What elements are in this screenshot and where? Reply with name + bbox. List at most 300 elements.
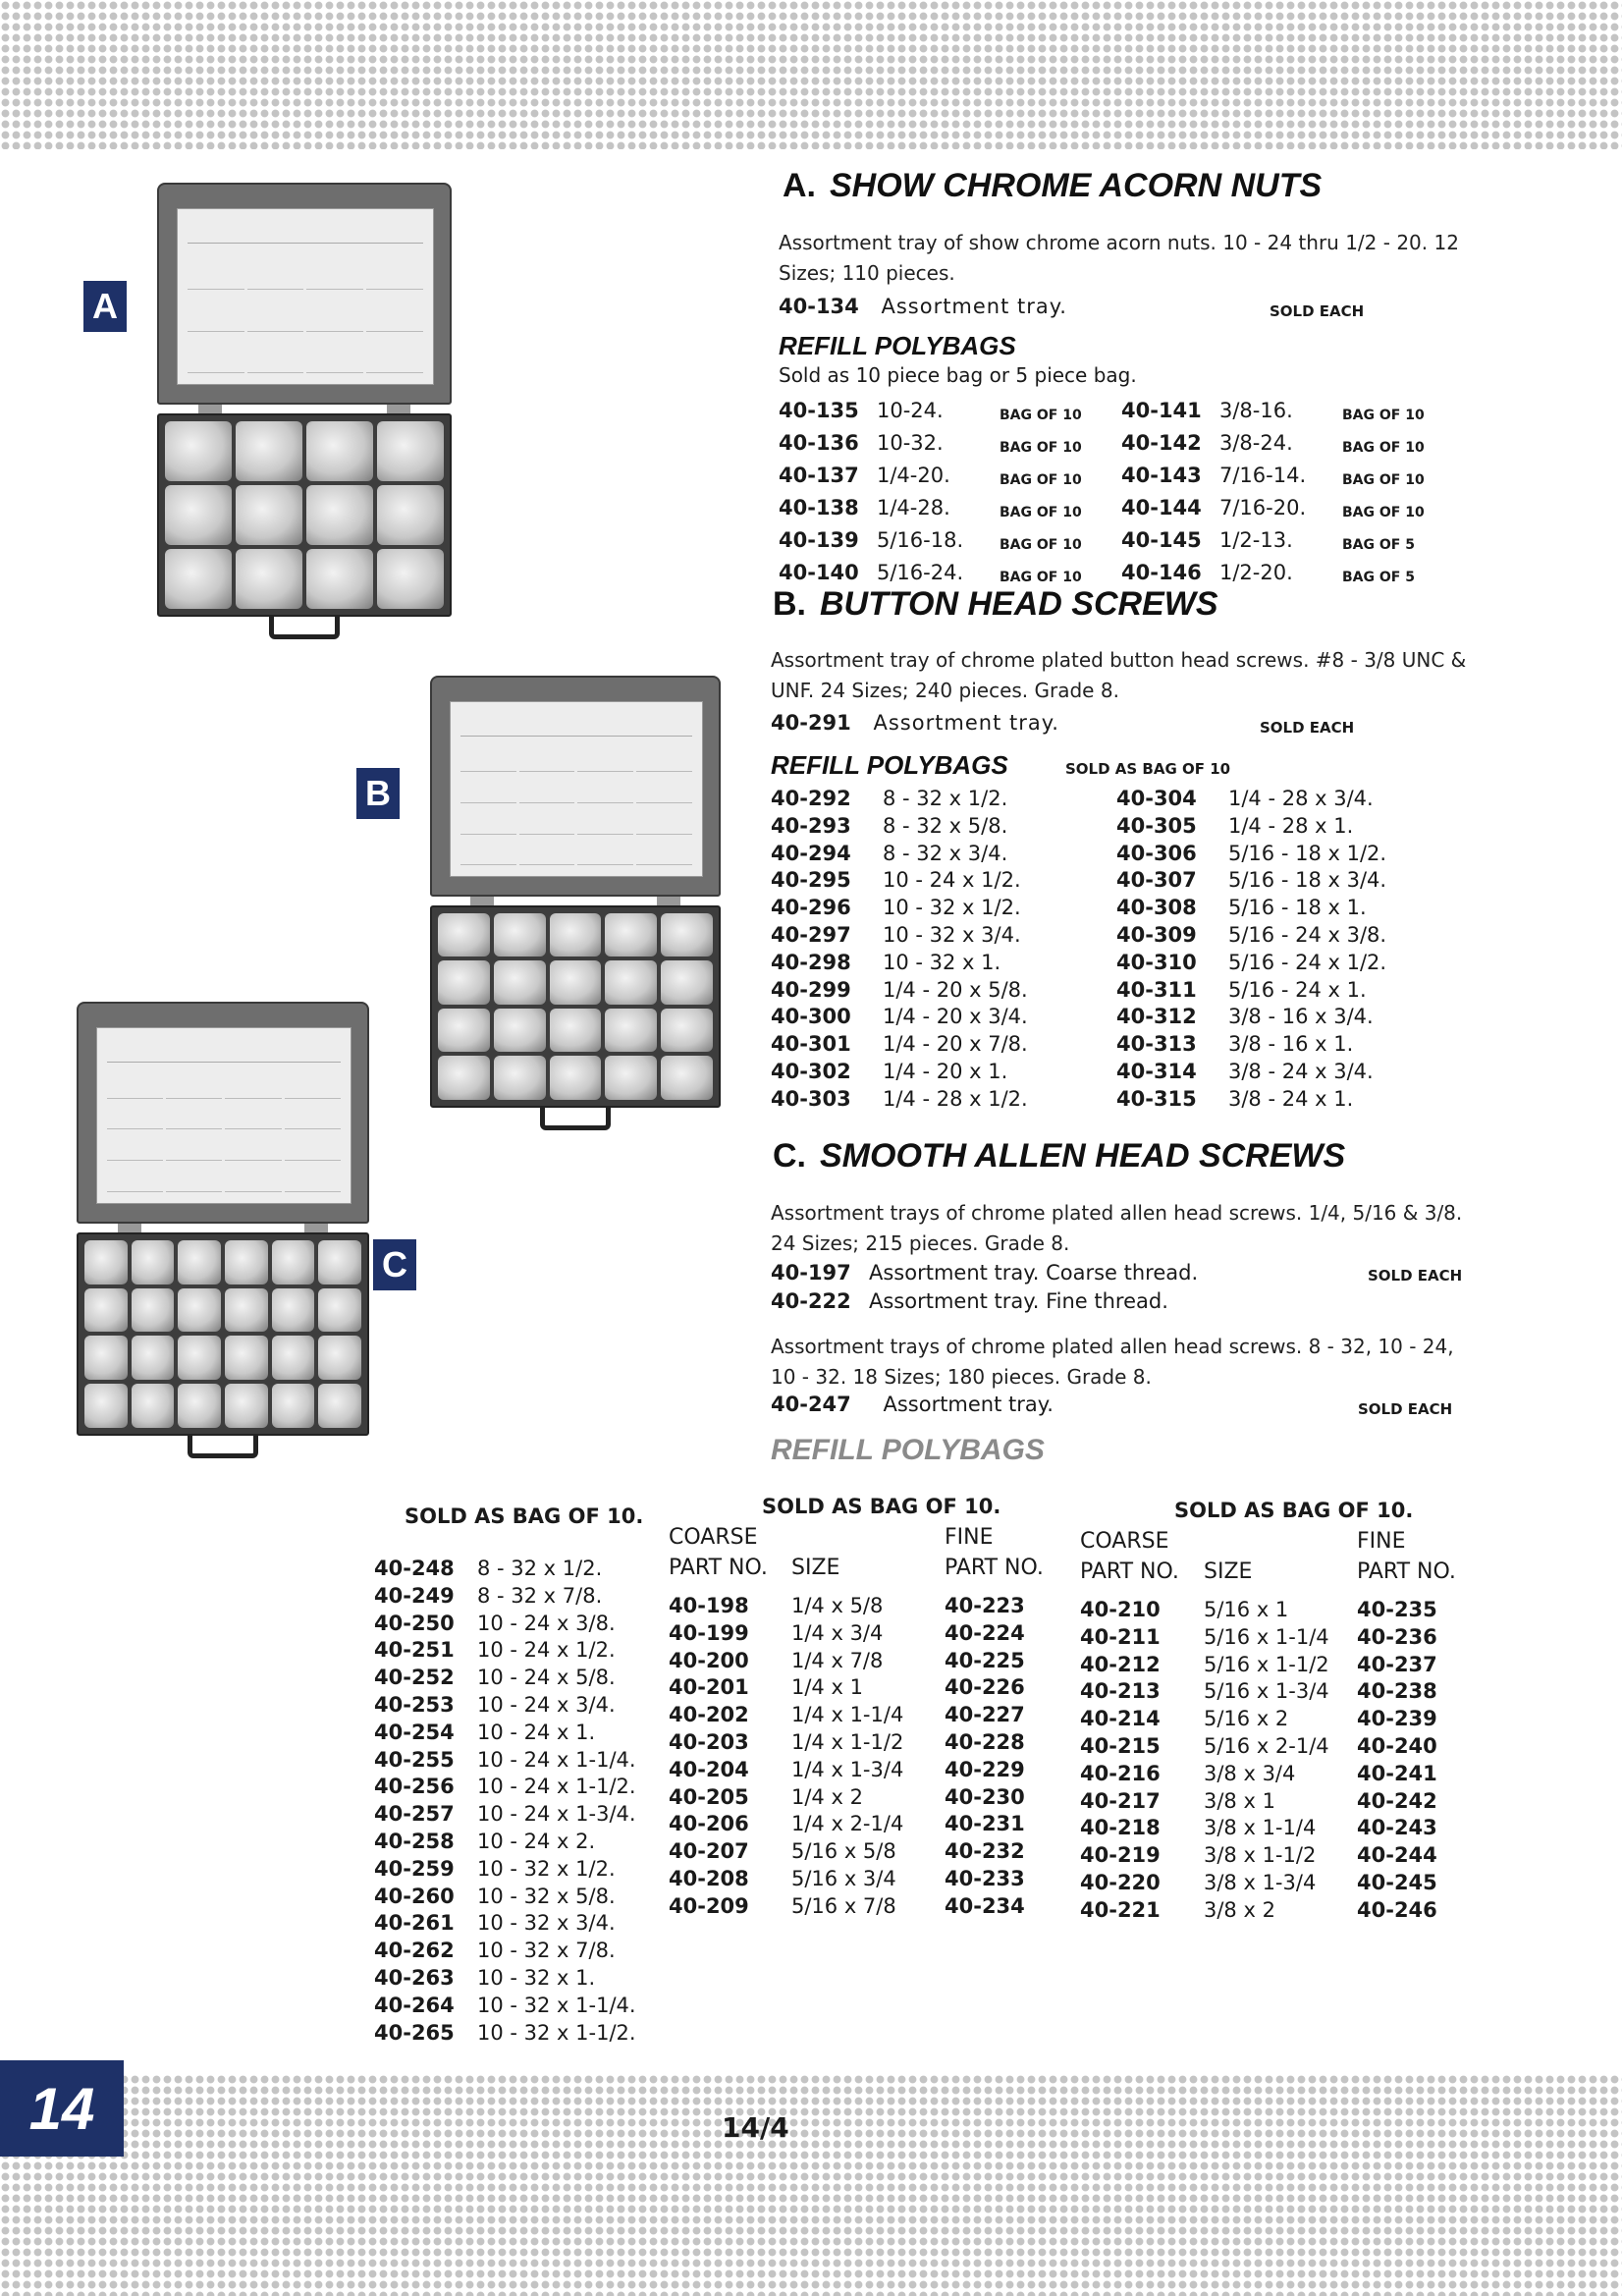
- fine-part-number: 40-237: [1357, 1652, 1437, 1676]
- section-b-refill-sold: SOLD AS BAG OF 10: [1065, 760, 1231, 778]
- part-number: 40-312: [1116, 1005, 1197, 1029]
- part-number: 40-300: [771, 1005, 851, 1029]
- size-cell: 1/4 - 28 x 3/4.: [1228, 787, 1374, 810]
- table-row: [771, 786, 1108, 813]
- part-number: 40-197: [771, 1261, 851, 1285]
- size-cell: 5/16 - 24 x 1.: [1228, 977, 1367, 1002]
- coarse-part-number: 40-210: [1080, 1598, 1161, 1621]
- part-number: 40-299: [771, 977, 851, 1002]
- part-number: 40-291: [771, 711, 851, 735]
- table-row: [669, 1757, 1033, 1784]
- part-number: 40-140: [779, 561, 859, 584]
- table-row: [374, 1884, 664, 1911]
- section-c-description-2: Assortment trays of chrome plated allen head screws. 8 - 32, 10 - 24, 10 - 32. 18 Sizes; 180 pieces. Grade 8.: [771, 1335, 1454, 1389]
- size-cell: 3/8 - 24 x 1.: [1228, 1086, 1354, 1111]
- fine-part-number: 40-236: [1357, 1624, 1437, 1649]
- bag-quantity: BAG OF 10: [1000, 408, 1082, 423]
- section-a-description: Assortment tray of show chrome acorn nuts. 10 - 24 thru 1/2 - 20. 12 Sizes; 110 pieces.: [779, 231, 1459, 285]
- bag-quantity: BAG OF 10: [1000, 440, 1082, 456]
- top-dot-band: [0, 0, 1622, 149]
- coarse-part-number: 40-200: [669, 1648, 749, 1672]
- size-cell: 1/4 - 28 x 1.: [1228, 813, 1354, 838]
- part-number: 40-250: [374, 1611, 455, 1635]
- bag-quantity: BAG OF 10: [1342, 408, 1425, 423]
- part-number: 40-247: [771, 1393, 851, 1416]
- case-tray: [77, 1232, 369, 1436]
- size-cell: 1/4 x 1-1/2: [791, 1729, 904, 1754]
- coarse-part-number: 40-207: [669, 1839, 749, 1864]
- part-number: 40-251: [374, 1638, 455, 1663]
- size-cell: 1/4 x 7/8: [791, 1648, 884, 1672]
- table-row: [1121, 462, 1450, 494]
- table-row: [771, 895, 1108, 922]
- part-number: 40-293: [771, 813, 851, 838]
- coarse-part-number: 40-204: [669, 1757, 749, 1781]
- section-c-trays-1: [771, 1259, 1281, 1316]
- size-cell: 10 - 24 x 1/2.: [477, 1638, 616, 1663]
- size-cell: 5/16 x 2: [1204, 1707, 1289, 1731]
- table-row: [669, 1838, 1033, 1866]
- section-a-refills-left: [779, 397, 1108, 591]
- section-a-refills-right: [1121, 397, 1450, 591]
- size-cell: 8 - 32 x 1/2.: [477, 1557, 603, 1580]
- column-header-line: COARSE: [669, 1525, 758, 1550]
- table-row: [1080, 1706, 1445, 1733]
- table-row: [669, 1674, 1033, 1702]
- section-letter: A.: [783, 167, 816, 204]
- table-row: [374, 1637, 664, 1665]
- part-number: 40-305: [1116, 813, 1197, 838]
- part-number: 40-139: [779, 528, 859, 552]
- size-cell: 10 - 32 x 1/2.: [883, 896, 1021, 920]
- size-cell: 10 - 24 x 5/8.: [477, 1666, 616, 1690]
- part-number: 40-314: [1116, 1059, 1197, 1083]
- size-cell: 3/8 x 2: [1204, 1897, 1275, 1922]
- table-right-size-header: SIZE: [1204, 1559, 1253, 1584]
- size-cell: 5/16 - 18 x 1/2.: [1228, 841, 1387, 865]
- part-number: 40-134: [779, 295, 859, 318]
- table-row: [771, 1031, 1108, 1059]
- table-mid-fine-header: [945, 1522, 1044, 1583]
- bag-quantity: BAG OF 5: [1342, 537, 1415, 553]
- size-cell: 10 - 24 x 1-3/4.: [477, 1802, 636, 1827]
- size-cell: 10 - 32 x 3/4.: [477, 1911, 616, 1936]
- table-row: [771, 1287, 1281, 1316]
- table-row: [1080, 1815, 1445, 1842]
- part-number: 40-136: [779, 431, 859, 455]
- part-number: 40-301: [771, 1032, 851, 1057]
- part-number: 40-294: [771, 841, 851, 865]
- item-description: Assortment tray.: [873, 711, 1059, 735]
- table-row: [374, 1774, 664, 1801]
- case-label-card: [96, 1027, 352, 1203]
- fine-part-number: 40-239: [1357, 1707, 1437, 1731]
- coarse-part-number: 40-211: [1080, 1624, 1161, 1649]
- coarse-part-number: 40-214: [1080, 1707, 1161, 1731]
- section-a-sold-each: SOLD EACH: [1270, 302, 1365, 320]
- size-cell: 3/8 - 24 x 3/4.: [1228, 1059, 1374, 1083]
- table-row: [1080, 1870, 1445, 1897]
- badge-b: B: [356, 768, 400, 819]
- fine-part-number: 40-246: [1357, 1897, 1437, 1922]
- section-b-refills-left: [771, 786, 1108, 1114]
- case-handle: [269, 617, 340, 640]
- table-row: [1116, 977, 1454, 1005]
- table-row: [374, 1856, 664, 1884]
- size-cell: 5/16 x 7/8: [791, 1893, 896, 1918]
- table-row: [779, 429, 1108, 462]
- coarse-part-number: 40-212: [1080, 1652, 1161, 1676]
- size-cell: 1/4 x 5/8: [791, 1594, 884, 1617]
- table-row: [669, 1811, 1033, 1838]
- part-number: 40-138: [779, 496, 859, 519]
- item-description: Assortment tray.: [881, 295, 1067, 318]
- part-number: 40-304: [1116, 787, 1197, 810]
- size-cell: 10 - 32 x 3/4.: [883, 922, 1021, 947]
- size-cell: 5/16-18.: [877, 528, 964, 552]
- coarse-part-number: 40-209: [669, 1893, 749, 1918]
- size-cell: 3/8 - 16 x 3/4.: [1228, 1005, 1374, 1029]
- case-label-card: [450, 701, 704, 877]
- part-number: 40-308: [1116, 896, 1197, 920]
- case-lid: [430, 676, 721, 897]
- case-tray: [430, 905, 721, 1108]
- column-header-line: PART NO.: [669, 1556, 768, 1580]
- column-header-line: FINE: [1357, 1529, 1406, 1554]
- table-row: [1121, 397, 1450, 429]
- table-row: [669, 1729, 1033, 1757]
- size-cell: 1/4 - 20 x 5/8.: [883, 977, 1028, 1002]
- part-number: 40-135: [779, 399, 859, 422]
- table-row: [771, 977, 1108, 1005]
- part-number: 40-262: [374, 1939, 455, 1963]
- table-row: [1080, 1678, 1445, 1706]
- table-row: [374, 1665, 664, 1692]
- column-header-line: PART NO.: [945, 1556, 1044, 1580]
- coarse-part-number: 40-215: [1080, 1733, 1161, 1758]
- case-lid: [77, 1002, 369, 1224]
- column-header-line: COARSE: [1080, 1529, 1169, 1554]
- size-cell: 1/4 x 1-1/4: [791, 1703, 904, 1727]
- table-row: [1080, 1842, 1445, 1870]
- size-cell: 10 - 32 x 7/8.: [477, 1939, 616, 1963]
- table-row: [771, 1086, 1108, 1114]
- size-cell: 3/8-24.: [1219, 431, 1293, 455]
- size-cell: 10 - 32 x 1-1/2.: [477, 2020, 636, 2045]
- size-cell: 5/16 - 18 x 1.: [1228, 896, 1367, 920]
- fine-part-number: 40-231: [945, 1812, 1025, 1836]
- fine-part-number: 40-233: [945, 1866, 1025, 1890]
- size-cell: 5/16 - 24 x 1/2.: [1228, 950, 1387, 974]
- page-folio: 14/4: [722, 2111, 789, 2144]
- fine-part-number: 40-245: [1357, 1870, 1437, 1894]
- table-row: [1116, 786, 1454, 813]
- section-title-text: BUTTON HEAD SCREWS: [820, 585, 1218, 623]
- table-row: [1116, 1004, 1454, 1031]
- size-cell: 10 - 24 x 3/4.: [477, 1692, 616, 1717]
- part-number: 40-307: [1116, 868, 1197, 893]
- size-cell: 3/8-16.: [1219, 399, 1293, 422]
- size-cell: 1/4 - 20 x 3/4.: [883, 1005, 1028, 1029]
- table-row: [374, 1611, 664, 1638]
- column-header-line: PART NO.: [1357, 1559, 1456, 1584]
- table-row: [669, 1866, 1033, 1893]
- case-handle: [188, 1436, 258, 1459]
- size-cell: 10 - 32 x 1.: [477, 1965, 596, 1990]
- fine-part-number: 40-225: [945, 1648, 1025, 1672]
- part-number: 40-263: [374, 1965, 455, 1990]
- part-number: 40-315: [1116, 1086, 1197, 1111]
- size-cell: 1/4 - 28 x 1/2.: [883, 1086, 1028, 1111]
- size-cell: 3/8 - 16 x 1.: [1228, 1032, 1354, 1057]
- part-number: 40-257: [374, 1802, 455, 1827]
- size-cell: 7/16-20.: [1219, 496, 1307, 519]
- part-number: 40-313: [1116, 1032, 1197, 1057]
- section-c-refill-heading: REFILL POLYBAGS: [771, 1434, 1045, 1466]
- case-lid: [157, 183, 452, 405]
- item-description: Assortment tray.: [883, 1393, 1054, 1416]
- table-row: [669, 1702, 1033, 1729]
- table-right: [1080, 1597, 1445, 1925]
- part-number: 40-145: [1121, 528, 1202, 552]
- bag-quantity: BAG OF 10: [1000, 505, 1082, 520]
- section-b-sold-each: SOLD EACH: [1260, 719, 1355, 737]
- size-cell: 1/4 x 1-3/4: [791, 1757, 904, 1781]
- size-cell: 1/4 x 2-1/4: [791, 1812, 904, 1836]
- fine-part-number: 40-227: [945, 1703, 1025, 1727]
- table-row: [1116, 867, 1454, 895]
- size-cell: 10 - 32 x 1.: [883, 950, 1001, 974]
- part-number: 40-303: [771, 1086, 851, 1111]
- size-cell: 10 - 24 x 3/8.: [477, 1611, 616, 1635]
- table-row: [374, 1965, 664, 1993]
- table-row: [669, 1784, 1033, 1812]
- part-number: 40-310: [1116, 950, 1197, 974]
- size-cell: 10-32.: [877, 431, 944, 455]
- section-title-text: SHOW CHROME ACORN NUTS: [830, 167, 1323, 204]
- size-cell: 3/8 x 1-1/2: [1204, 1843, 1317, 1868]
- fine-part-number: 40-234: [945, 1893, 1025, 1918]
- table-row: [1116, 922, 1454, 950]
- size-cell: 5/16 x 1: [1204, 1598, 1289, 1621]
- part-number: 40-255: [374, 1747, 455, 1772]
- size-cell: 10 - 24 x 1/2.: [883, 868, 1021, 893]
- table-row: [1116, 813, 1454, 841]
- table-row: [1116, 1086, 1454, 1114]
- table-right-heading: SOLD AS BAG OF 10.: [1174, 1499, 1414, 1522]
- size-cell: 5/16 - 18 x 3/4.: [1228, 868, 1387, 893]
- size-cell: 5/16 x 1-1/2: [1204, 1652, 1329, 1676]
- part-number: 40-254: [374, 1720, 455, 1744]
- part-number: 40-309: [1116, 922, 1197, 947]
- case-tray: [157, 413, 452, 617]
- part-number: 40-298: [771, 950, 851, 974]
- table-row: [374, 1720, 664, 1747]
- coarse-part-number: 40-201: [669, 1675, 749, 1700]
- table-row: [1080, 1652, 1445, 1679]
- section-a-refill-heading: REFILL POLYBAGS: [779, 331, 1016, 360]
- fine-part-number: 40-228: [945, 1729, 1025, 1754]
- column-header-line: FINE: [945, 1525, 994, 1550]
- bag-quantity: BAG OF 10: [1342, 472, 1425, 488]
- table-row: [771, 1059, 1108, 1086]
- coarse-part-number: 40-208: [669, 1866, 749, 1890]
- coarse-part-number: 40-202: [669, 1703, 749, 1727]
- product-image-c: [77, 1002, 369, 1463]
- section-c-tray-2-row: [771, 1393, 1054, 1416]
- part-number: 40-141: [1121, 399, 1202, 422]
- coarse-part-number: 40-216: [1080, 1761, 1161, 1785]
- size-cell: 7/16-14.: [1219, 464, 1307, 487]
- part-number: 40-142: [1121, 431, 1202, 455]
- coarse-part-number: 40-218: [1080, 1816, 1161, 1840]
- table-mid-coarse-header: [669, 1522, 768, 1583]
- section-a-title: [783, 167, 1322, 205]
- product-image-b: [430, 676, 721, 1135]
- part-number: 40-292: [771, 787, 851, 810]
- size-cell: 5/16 x 1-1/4: [1204, 1624, 1329, 1649]
- size-cell: 1/4 x 1: [791, 1675, 863, 1700]
- case-handle: [540, 1108, 610, 1130]
- table-row: [771, 1004, 1108, 1031]
- table-row: [1080, 1597, 1445, 1624]
- fine-part-number: 40-241: [1357, 1761, 1437, 1785]
- bag-quantity: BAG OF 10: [1000, 570, 1082, 585]
- size-cell: 10 - 32 x 5/8.: [477, 1884, 616, 1908]
- part-number: 40-222: [771, 1289, 851, 1313]
- table-row: [374, 1747, 664, 1775]
- table-mid-heading: SOLD AS BAG OF 10.: [762, 1495, 1001, 1518]
- table-row: [779, 494, 1108, 526]
- item-description: Assortment tray. Fine thread.: [869, 1289, 1168, 1313]
- size-cell: 1/4-28.: [877, 496, 950, 519]
- coarse-part-number: 40-203: [669, 1729, 749, 1754]
- section-c-description-1: Assortment trays of chrome plated allen head screws. 1/4, 5/16 & 3/8. 24 Sizes; 215 pieces. Grade 8.: [771, 1201, 1463, 1255]
- table-row: [1121, 429, 1450, 462]
- part-number: 40-143: [1121, 464, 1202, 487]
- column-header-line: PART NO.: [1080, 1559, 1179, 1584]
- table-mid: [669, 1593, 1033, 1921]
- table-row: [771, 841, 1108, 868]
- badge-c: C: [373, 1239, 416, 1290]
- size-cell: 1/2-20.: [1219, 561, 1293, 584]
- part-number: 40-249: [374, 1583, 455, 1608]
- table-row: [374, 1938, 664, 1965]
- table-row: [771, 922, 1108, 950]
- part-number: 40-302: [771, 1059, 851, 1083]
- part-number: 40-256: [374, 1775, 455, 1799]
- table-mid-size-header: SIZE: [791, 1556, 840, 1580]
- size-cell: 5/16 x 5/8: [791, 1839, 896, 1864]
- size-cell: 10 - 24 x 1-1/2.: [477, 1775, 636, 1799]
- table-row: [1080, 1897, 1445, 1925]
- size-cell: 8 - 32 x 7/8.: [477, 1583, 603, 1608]
- fine-part-number: 40-243: [1357, 1816, 1437, 1840]
- size-cell: 10-24.: [877, 399, 944, 422]
- size-cell: 10 - 24 x 1.: [477, 1720, 596, 1744]
- table-row: [771, 867, 1108, 895]
- part-number: 40-296: [771, 896, 851, 920]
- size-cell: 5/16 x 1-3/4: [1204, 1679, 1329, 1704]
- part-number: 40-297: [771, 922, 851, 947]
- table-right-coarse-header: [1080, 1526, 1179, 1587]
- size-cell: 1/4 - 20 x 7/8.: [883, 1032, 1028, 1057]
- table-row: [1121, 494, 1450, 526]
- table-left-heading: SOLD AS BAG OF 10.: [405, 1504, 644, 1528]
- section-title-text: SMOOTH ALLEN HEAD SCREWS: [820, 1137, 1346, 1175]
- fine-part-number: 40-244: [1357, 1843, 1437, 1868]
- part-number: 40-252: [374, 1666, 455, 1690]
- item-description: Assortment tray. Coarse thread.: [869, 1261, 1199, 1285]
- table-row: [1116, 950, 1454, 977]
- section-b-description: Assortment tray of chrome plated button head screws. #8 - 3/8 UNC & UNF. 24 Sizes; 240 pieces. Grade 8.: [771, 648, 1467, 702]
- part-number: 40-146: [1121, 561, 1202, 584]
- fine-part-number: 40-226: [945, 1675, 1025, 1700]
- table-row: [1116, 1059, 1454, 1086]
- section-b-refill-heading: REFILL POLYBAGS: [771, 750, 1008, 780]
- bag-quantity: BAG OF 10: [1000, 472, 1082, 488]
- section-letter: C.: [773, 1137, 806, 1175]
- part-number: 40-295: [771, 868, 851, 893]
- size-cell: 10 - 24 x 1-1/4.: [477, 1747, 636, 1772]
- size-cell: 5/16 x 2-1/4: [1204, 1733, 1329, 1758]
- coarse-part-number: 40-213: [1080, 1679, 1161, 1704]
- section-b-title: [773, 585, 1218, 624]
- table-row: [1080, 1788, 1445, 1816]
- fine-part-number: 40-238: [1357, 1679, 1437, 1704]
- table-row: [771, 950, 1108, 977]
- fine-part-number: 40-232: [945, 1839, 1025, 1864]
- part-number: 40-306: [1116, 841, 1197, 865]
- part-number: 40-137: [779, 464, 859, 487]
- section-b-refills-right: [1116, 786, 1454, 1114]
- part-number: 40-253: [374, 1692, 455, 1717]
- size-cell: 5/16 x 3/4: [791, 1866, 896, 1890]
- table-row: [779, 462, 1108, 494]
- product-image-a: [157, 183, 452, 644]
- size-cell: 5/16-24.: [877, 561, 964, 584]
- table-right-fine-header: [1357, 1526, 1456, 1587]
- size-cell: 1/4 x 2: [791, 1784, 863, 1809]
- table-left: [374, 1556, 664, 2047]
- table-row: [669, 1893, 1033, 1921]
- table-row: [1116, 895, 1454, 922]
- bag-quantity: BAG OF 5: [1342, 570, 1415, 585]
- part-number: 40-311: [1116, 977, 1197, 1002]
- table-row: [1080, 1624, 1445, 1652]
- table-row: [374, 1556, 664, 1583]
- table-row: [669, 1648, 1033, 1675]
- size-cell: 1/4-20.: [877, 464, 950, 487]
- coarse-part-number: 40-206: [669, 1812, 749, 1836]
- size-cell: 1/4 x 3/4: [791, 1620, 884, 1645]
- section-c-sold-each-1: SOLD EACH: [1368, 1267, 1463, 1285]
- page-number-badge: 14: [0, 2060, 124, 2157]
- coarse-part-number: 40-217: [1080, 1788, 1161, 1813]
- size-cell: 3/8 x 1-3/4: [1204, 1870, 1317, 1894]
- size-cell: 10 - 32 x 1/2.: [477, 1856, 616, 1881]
- size-cell: 8 - 32 x 1/2.: [883, 787, 1008, 810]
- size-cell: 1/2-13.: [1219, 528, 1293, 552]
- table-row: [1121, 526, 1450, 559]
- table-row: [374, 1910, 664, 1938]
- table-row: [374, 1801, 664, 1829]
- table-row: [374, 1692, 664, 1720]
- section-letter: B.: [773, 585, 806, 623]
- bag-quantity: BAG OF 10: [1342, 440, 1425, 456]
- section-b-tray-row: [771, 711, 1059, 735]
- table-row: [669, 1593, 1033, 1620]
